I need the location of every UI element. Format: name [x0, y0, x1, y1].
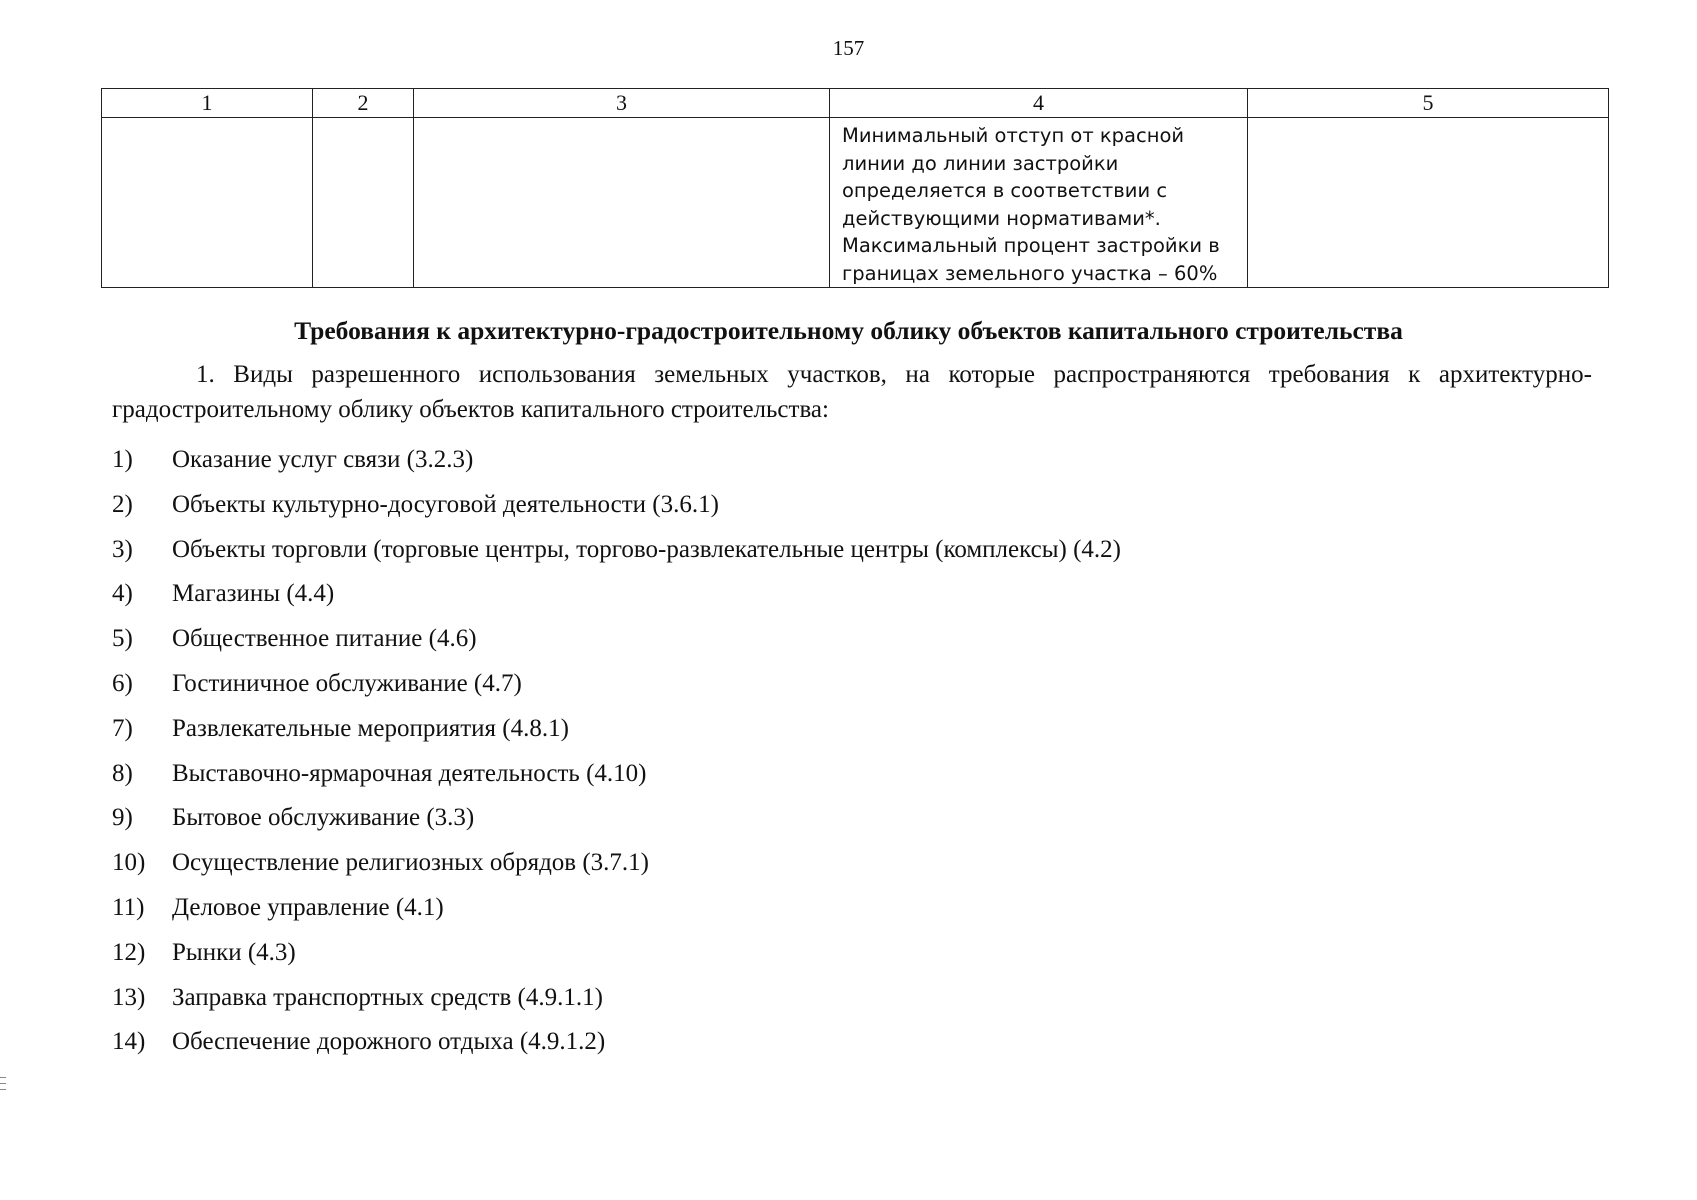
list-item	[112, 1020, 1121, 1065]
list-item	[112, 617, 1121, 662]
list-item-text: Обеспечение дорожного отдыха (4.9.1.2)	[172, 1028, 606, 1056]
list-item-number: 4)	[112, 580, 133, 608]
table-cell-2	[313, 118, 414, 288]
list-item-text: Бытовое обслуживание (3.3)	[172, 804, 475, 832]
requirements-table	[101, 88, 1609, 288]
list-item	[112, 976, 1121, 1021]
table-row	[102, 118, 1609, 288]
list-item-number: 10)	[112, 849, 146, 877]
table-cell-4	[830, 118, 1248, 288]
list-item-text: Объекты культурно-досуговой деятельности (3.6.1)	[172, 490, 719, 518]
table-header-row	[102, 89, 1609, 118]
list-item	[112, 886, 1121, 931]
list-item-number: 3)	[112, 535, 133, 563]
list-item-number: 13)	[112, 983, 146, 1011]
column-header-1: 1	[102, 89, 313, 118]
permitted-uses-list	[112, 438, 1121, 1065]
list-item-text: Заправка транспортных средств (4.9.1.1)	[172, 983, 603, 1011]
table-cell-5	[1248, 118, 1609, 288]
list-item	[112, 528, 1121, 573]
table-cell-3	[414, 118, 830, 288]
margin-tick	[0, 1077, 6, 1078]
list-item-text: Развлекательные мероприятия (4.8.1)	[172, 714, 569, 742]
list-item-text: Объекты торговли (торговые центры, торгово-развлекательные центры (комплексы) (4.2)	[172, 535, 1122, 563]
list-item-number: 14)	[112, 1028, 146, 1056]
list-item-number: 9)	[112, 804, 133, 832]
margin-tick	[0, 1083, 6, 1084]
column-header-3: 3	[414, 89, 830, 118]
list-item-number: 5)	[112, 625, 133, 653]
intro-paragraph: 1. Виды разрешенного использования земельных участков, на которые распространяются требования к архитектурно-градостроительному облику объектов капитального строительства:	[112, 361, 1592, 423]
list-item	[112, 572, 1121, 617]
section-heading: Требования к архитектурно-градостроительному облику объектов капитального строительства	[294, 316, 1403, 345]
list-item-text: Гостиничное обслуживание (4.7)	[172, 669, 522, 697]
scan-margin-marks	[0, 1077, 6, 1095]
list-item	[112, 841, 1121, 886]
list-item-number: 12)	[112, 938, 146, 966]
list-item	[112, 931, 1121, 976]
list-item-number: 2)	[112, 490, 133, 518]
table-cell-1	[102, 118, 313, 288]
list-item-text: Оказание услуг связи (3.2.3)	[172, 446, 474, 473]
list-item	[112, 662, 1121, 707]
page-number: 157	[832, 36, 865, 60]
list-item-text: Магазины (4.4)	[172, 580, 335, 608]
list-item-text: Выставочно-ярмарочная деятельность (4.10)	[172, 759, 647, 787]
list-item	[112, 707, 1121, 752]
column-header-5: 5	[1248, 89, 1609, 118]
list-item-text: Рынки (4.3)	[172, 938, 296, 966]
list-item	[112, 483, 1121, 528]
list-item-number: 8)	[112, 759, 133, 787]
list-item	[112, 438, 1121, 483]
list-item-text: Деловое управление (4.1)	[172, 893, 444, 921]
column-header-2: 2	[313, 89, 414, 118]
list-item-text: Осуществление религиозных обрядов (3.7.1)	[172, 849, 649, 877]
margin-tick	[0, 1089, 6, 1090]
list-item-number: 11)	[112, 893, 145, 921]
list-item-number: 1)	[112, 446, 133, 473]
list-item	[112, 752, 1121, 797]
list-item-number: 7)	[112, 714, 133, 742]
column-header-4: 4	[830, 89, 1248, 118]
list-item-number: 6)	[112, 669, 133, 697]
building-parameters-text: Минимальный отступ от красной линии до линии застройки определяется в соответствии с действующими нормативами*. Максимальный процент застройки в границах земельного участка – 60%	[842, 124, 1220, 285]
list-item	[112, 796, 1121, 841]
list-item-text: Общественное питание (4.6)	[172, 625, 477, 653]
